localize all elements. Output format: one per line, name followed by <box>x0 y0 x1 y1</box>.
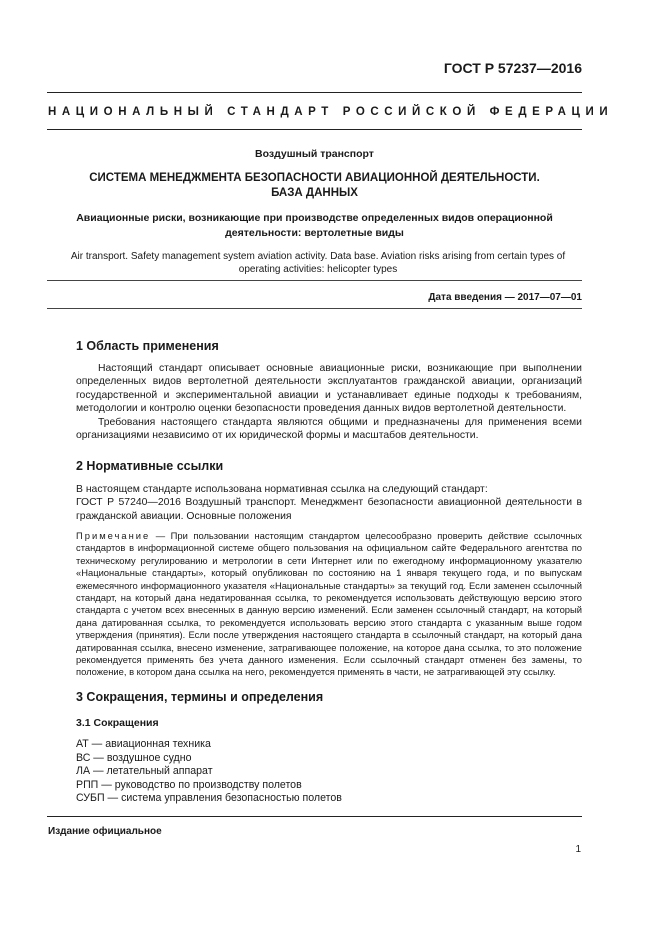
document-number: ГОСТ Р 57237—2016 <box>443 60 582 76</box>
topic-title: Воздушный транспорт <box>255 148 374 160</box>
top-rule <box>47 92 582 93</box>
list-item: ВС — воздушное судно <box>76 751 192 764</box>
footer-rule <box>47 816 582 817</box>
date-rule <box>47 308 582 309</box>
section-2-note <box>76 530 582 679</box>
main-title <box>47 171 582 201</box>
section-2-heading: 2 Нормативные ссылки <box>76 459 224 473</box>
section-2-body <box>76 483 582 523</box>
section-2-paragraph-1: В настоящем стандарте использована нормативная ссылка на следующий стандарт: <box>76 484 488 495</box>
section-3-heading: 3 Сокращения, термины и определения <box>76 690 324 704</box>
subtitle <box>47 211 582 241</box>
subtitle-line-1: Авиационные риски, возникающие при производстве определенных видов операционной <box>76 212 553 224</box>
note-label: Примечание <box>76 530 151 541</box>
list-item: АТ — авиационная техника <box>76 738 211 750</box>
title-rule <box>47 280 582 281</box>
section-1-paragraph-2: Требования настоящего стандарта являются общими и предназначены для применения всеми организациями независимо от их юридической формы и масштабов деятельности. <box>76 416 582 442</box>
main-title-line-1: СИСТЕМА МЕНЕДЖМЕНТА БЕЗОПАСНОСТИ АВИАЦИОННОЙ ДЕЯТЕЛЬНОСТИ. <box>89 172 540 184</box>
section-3-1-heading: 3.1 Сокращения <box>76 717 159 729</box>
section-1-paragraph-1: Настоящий стандарт описывает основные авиационные риски, возникающие при выполнении определенных видов вертолетной деятельности эксплуатантов гражданской авиации, организаций государственной и экспериментальной авиации и устанавливает единые подходы к требованиям, методологии и контролю оценки безопасности проведения данных видов вертолетной деятельности. <box>76 363 582 415</box>
list-item: ЛА — летательный аппарат <box>76 765 213 778</box>
english-title <box>68 250 568 276</box>
english-title-line-2: operating activities: helicopter types <box>238 264 398 275</box>
main-title-line-2: БАЗА ДАННЫХ <box>271 187 358 199</box>
note-text: — При пользовании настоящим стандартом целесообразно проверить действие ссылочных стандартов в информационной системе общего пользования на официальном сайте Федерального агентства по техническому регулированию и метрологии в сети Интернет или по ежегодному информационному указателю «Национальные стандарты», который опубликован по состоянию на 1 января текущего года, и по выпускам ежемесячного информационного указателя «Национальные стандарты» за текущий год. Если заменен ссылочный стандарт, на который дана недатированная ссылка, то рекомендуется использовать действующую версию этого стандарта с учетом всех внесенных в данную версию изменений. Если заменен ссылочный стандарт, на который дана датированная ссылка, то рекомендуется использовать версию этого стандарта с указанным выше годом утверждения (принятия). Если после утверждения настоящего стандарта в ссылочный стандарт, на который дана датированная ссылка, внесено изменение, затрагивающее положение, на которое дана ссылка, то это положение рекомендуется применять без учета данного изменения. Если ссылочный стандарт отменен без замены, то положение, в котором дана ссылка на него, рекомендуется применять в части, не затрагивающей эту ссылку. <box>76 530 582 678</box>
introduction-date: Дата введения — 2017—07—01 <box>428 292 582 303</box>
list-item: СУБП — система управления безопасностью полетов <box>76 792 342 805</box>
subtitle-line-2: деятельности: вертолетные виды <box>225 227 404 239</box>
national-standard-banner: НАЦИОНАЛЬНЫЙ СТАНДАРТ РОССИЙСКОЙ ФЕДЕРАЦИИ <box>48 106 614 118</box>
section-1-heading: 1 Область применения <box>76 339 219 353</box>
banner-rule <box>47 129 582 130</box>
abbreviations-list <box>76 738 342 806</box>
section-1-body <box>76 362 582 442</box>
official-edition-label: Издание официальное <box>48 826 162 837</box>
english-title-line-1: Air transport. Safety management system aviation activity. Data base. Aviation risks arising from certain types of <box>70 251 566 262</box>
list-item: РПП — руководство по производству полетов <box>76 778 302 791</box>
section-2-paragraph-2: ГОСТ Р 57240—2016 Воздушный транспорт. Менеджмент безопасности авиационной деятельности в гражданской авиации. Основные положения <box>76 497 582 522</box>
page-number: 1 <box>575 844 581 855</box>
